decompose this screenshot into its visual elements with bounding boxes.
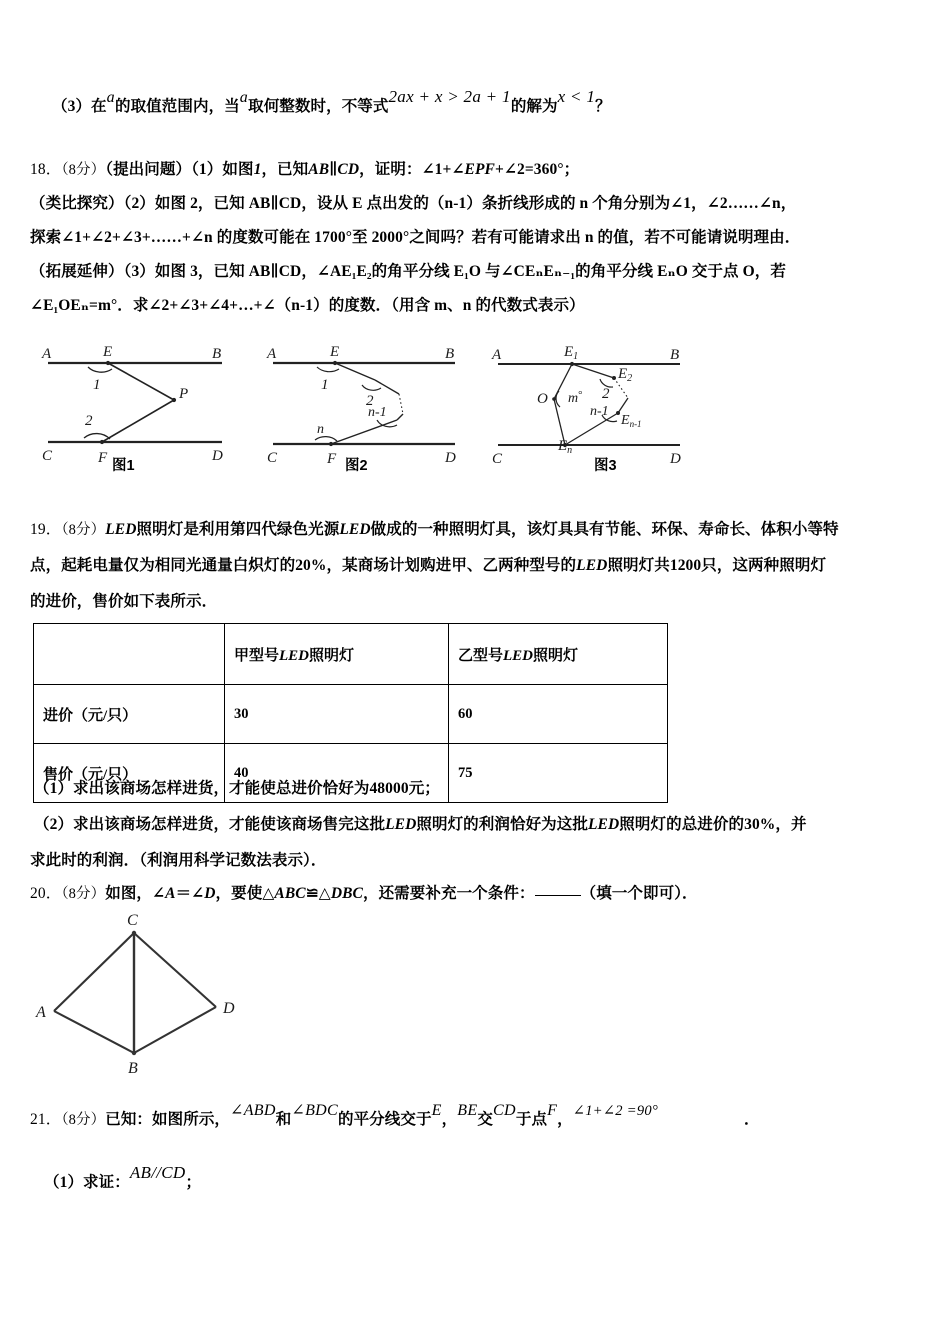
- q19-sub2-pct: 30%: [744, 816, 776, 833]
- figure-3-svg: [490, 336, 705, 466]
- q17-mid3: 的解为: [510, 98, 558, 115]
- q19-led-2: LED: [339, 521, 371, 538]
- q21-and: 和: [275, 1111, 292, 1128]
- q21-score: （8分）: [61, 1112, 106, 1128]
- q21-angle-sum: ∠1+∠2 =90°: [572, 1103, 659, 1119]
- q19-sub1-amount: 48000: [369, 780, 409, 797]
- q18-line-5: ∠E₁OEₙ=m°．求∠2+∠3+∠4+…+∠（n‑1）的度数．（用含 m、n 的代数式表示）: [30, 297, 585, 314]
- q19-line-2: [30, 556, 826, 576]
- q20-triangle-abc: ABC: [274, 885, 306, 902]
- q21-mid1: 的平分线交于: [337, 1111, 432, 1128]
- cost-type-b: 60: [449, 685, 668, 744]
- figure-q20: [28, 905, 288, 1085]
- figure-q20-svg: [28, 905, 288, 1085]
- q19-sub1-a: （1）求出该商场怎样进货，才能使总进价恰好为: [34, 780, 370, 797]
- fig2-angle-n: n: [317, 422, 324, 437]
- fig1-label-A: A: [42, 346, 52, 362]
- table-row: [34, 685, 668, 744]
- led-price-table: [33, 623, 668, 803]
- q20-vertex-C: C: [127, 912, 138, 929]
- figure-1-caption: 图1: [112, 458, 135, 474]
- fig1-angle-1: 1: [93, 377, 101, 393]
- header-a-led: LED: [279, 647, 310, 664]
- row-label-price: 售价（元/只）: [34, 744, 225, 803]
- table-header-type-a: [225, 624, 449, 685]
- q21-point-e: E: [431, 1102, 442, 1119]
- q17-mid2: 取何整数时，不等式: [248, 98, 389, 115]
- fig1-label-B: B: [212, 346, 222, 362]
- fig3-label-En-minus-1: $E_{n-1}$: [621, 413, 642, 429]
- q19-sub2-c: 照明灯的总进价的: [619, 816, 745, 833]
- q20-cong: ≌△: [305, 885, 331, 902]
- q18-number: 18．: [30, 161, 62, 178]
- q21-sub1-math: AB//CD: [129, 1163, 186, 1182]
- q18-line-3: 探索∠1+∠2+∠3+……+∠n 的度数可能在 1700°至 2000°之间吗？若有可能请求出 n 的值，若不可能请说明理由．: [30, 229, 801, 246]
- q20-text-b: ，要使△: [215, 885, 275, 902]
- fig3-label-O: O: [537, 391, 548, 407]
- q19-score: （8分）: [61, 522, 106, 538]
- q20-text-c: ，还需要补充一个条件：: [362, 885, 535, 902]
- row-label-cost: 进价（元/只）: [34, 685, 225, 744]
- header-b-led: LED: [503, 647, 534, 664]
- fig2-label-D: D: [445, 450, 456, 466]
- q19-sub-2: [34, 815, 807, 835]
- q18-line1-known: ，已知: [261, 161, 309, 178]
- q20-number: 20．: [30, 885, 62, 902]
- q19-sub1-b: 元；: [408, 780, 440, 797]
- q18-line-4: （拓展延伸）（3）如图 3，已知 AB∥CD，∠AE₁E₂的角平分线 E₁O 与∠CEₙEₙ₋₁的角平分线 EₙO 交于点 O，若: [30, 263, 786, 280]
- q19-sub-3: 求此时的利润．（利润用科学记数法表示）．: [30, 852, 327, 869]
- q17-solution: x < 1: [557, 87, 596, 106]
- q19-line1-d: 做成的一种照明灯具，该灯具具有节能、环保、寿命长、体积小等特: [370, 521, 839, 538]
- fig2-angle-2: 2: [366, 393, 374, 409]
- price-type-a: 40: [225, 744, 449, 803]
- q20-vertex-B: B: [128, 1060, 138, 1077]
- q20-answer-blank[interactable]: [535, 895, 581, 896]
- table-corner-cell: [34, 624, 225, 685]
- q21-segment-be: BE: [457, 1102, 478, 1119]
- q18-line1-tail: +∠2=360°；: [494, 161, 580, 178]
- q19-sub2-b: 照明灯的利润恰好为这批: [416, 816, 588, 833]
- q19-led-3: LED: [576, 557, 608, 574]
- q21-period: ．: [744, 1111, 760, 1128]
- fig2-label-B: B: [445, 346, 455, 362]
- q19-sub2-d: ，并: [775, 816, 807, 833]
- q19-sub2-led-1: LED: [385, 816, 417, 833]
- q21-sub1-tail: ；: [185, 1174, 202, 1191]
- fig1-label-D: D: [212, 448, 223, 464]
- fig2-label-C: C: [267, 450, 278, 466]
- q21-angle-abd: ∠ABD: [230, 1102, 276, 1119]
- q17-inequality: 2ax + x > 2a + 1: [388, 87, 511, 106]
- fig3-angle-2: 2: [602, 386, 610, 402]
- q21-mid2: 于点: [515, 1111, 548, 1128]
- q20-text-d: （填一个即可）．: [580, 885, 698, 902]
- q20-score: （8分）: [61, 886, 106, 902]
- fig3-label-E2: $E_2$: [618, 366, 633, 384]
- fig3-label-B: B: [670, 347, 680, 363]
- header-a-pre: 甲型号: [234, 647, 280, 664]
- q18-ab-cd-1: AB∥CD: [308, 161, 360, 178]
- q18-score: （8分）: [61, 162, 106, 178]
- q21-comma-2: ，: [557, 1111, 573, 1128]
- q17-var-a-first: a: [106, 89, 115, 106]
- figure-2: [265, 336, 480, 474]
- price-type-b: 75: [449, 744, 668, 803]
- q20-point-d: D: [204, 885, 216, 902]
- table-header-type-b: [449, 624, 668, 685]
- q18-line-2: （类比探究）（2）如图 2，已知 AB∥CD，设从 E 点出发的（n‑1）条折线形成的 n 个角分别为∠1，∠2……∠n，: [30, 195, 797, 212]
- fig1-label-P: P: [179, 386, 189, 402]
- cost-type-a: 30: [225, 685, 449, 744]
- fig3-label-A: A: [492, 347, 502, 363]
- fig3-label-D: D: [670, 451, 681, 467]
- q21-point-f: F: [547, 1102, 558, 1119]
- q21-sub1-lead: （1）求证：: [44, 1174, 130, 1191]
- q18-line1-prove: ，证明：∠1+∠: [359, 161, 465, 178]
- q19-led-1: LED: [105, 521, 137, 538]
- fig3-label-C: C: [492, 451, 503, 467]
- q17-var-a-second: a: [239, 89, 249, 106]
- figure-2-caption: 图2: [345, 458, 368, 474]
- header-a-post: 照明灯: [309, 647, 355, 664]
- q19-sub-1: [34, 779, 440, 799]
- q17-suffix: ？: [595, 98, 611, 115]
- q17-part3-line: [52, 87, 611, 117]
- q21-line-1: [30, 1102, 760, 1130]
- q20-vertex-D: D: [223, 1000, 235, 1017]
- figure-3-caption: 图3: [594, 458, 617, 474]
- q21-angle-bdc: ∠BDC: [291, 1102, 338, 1119]
- q20-point-a: A: [165, 885, 176, 902]
- q21-comma-1: ，: [441, 1111, 458, 1128]
- fig1-angle-2: 2: [85, 413, 93, 429]
- fig3-angle-m: m°: [568, 389, 583, 406]
- header-b-pre: 乙型号: [458, 647, 504, 664]
- fig1-label-C: C: [42, 448, 53, 464]
- figure-1: [40, 336, 255, 474]
- header-b-post: 照明灯: [533, 647, 579, 664]
- q19-line2-a: 点，起耗电量仅为相同光通量白炽灯的: [30, 557, 296, 574]
- q18-fig-ref-1: 1: [253, 161, 262, 178]
- fig3-angle-n-minus-1: n-1: [590, 404, 609, 419]
- figure-3: [490, 336, 705, 474]
- fig2-angle-n-minus-1: n-1: [368, 405, 387, 420]
- q19-number: 19．: [30, 521, 62, 538]
- q20-eq: ＝∠: [175, 885, 205, 902]
- fig2-label-A: A: [267, 346, 277, 362]
- fig3-label-En: $E_n$: [558, 438, 573, 456]
- fig1-label-F: F: [98, 450, 108, 466]
- q20-text-a: 如图，∠: [105, 885, 166, 902]
- q19-count-1200: 1200: [669, 557, 702, 574]
- q18-line-1: [30, 160, 579, 180]
- q19-line1-b: 照明灯是利用第四代绿色光源: [136, 521, 340, 538]
- q21-cross: 交: [477, 1111, 494, 1128]
- q19-sub2-led-2: LED: [587, 816, 620, 833]
- q19-line-3: 的进价，售价如下表所示．: [30, 593, 218, 610]
- q20-triangle-dbc: DBC: [330, 885, 363, 902]
- q17-prefix: （3）在: [52, 98, 107, 115]
- q19-line2-b: ，某商场计划购进甲、乙两种型号的: [326, 557, 577, 574]
- q21-number: 21．: [30, 1111, 62, 1128]
- q19-pct-20: 20%: [295, 557, 327, 574]
- figure-2-svg: [265, 336, 480, 466]
- fig2-angle-1: 1: [321, 377, 329, 393]
- q21-sub-1: [44, 1163, 202, 1193]
- q19-line2-d: 只，这两种照明灯: [701, 557, 827, 574]
- fig2-label-F: F: [327, 451, 337, 467]
- q21-lead: 已知：如图所示，: [105, 1111, 231, 1128]
- q18-line1-lead: （提出问题）（1）如图: [105, 161, 254, 178]
- q20-vertex-A: A: [36, 1004, 46, 1021]
- q19-sub2-a: （2）求出该商场怎样进货，才能使该商场售完这批: [34, 816, 386, 833]
- q21-segment-cd: CD: [493, 1102, 516, 1119]
- q17-mid1: 的取值范围内，当: [114, 98, 240, 115]
- q19-line2-c: 照明灯共: [607, 557, 670, 574]
- fig1-label-E: E: [103, 344, 113, 360]
- table-header-row: [34, 624, 668, 685]
- q20-line-1: [30, 884, 698, 904]
- figure-1-svg: [40, 336, 255, 466]
- fig2-label-E: E: [330, 344, 340, 360]
- q18-epf: EPF: [464, 161, 495, 178]
- q19-line-1: [30, 520, 839, 540]
- fig3-label-E1: $E_1$: [564, 344, 579, 362]
